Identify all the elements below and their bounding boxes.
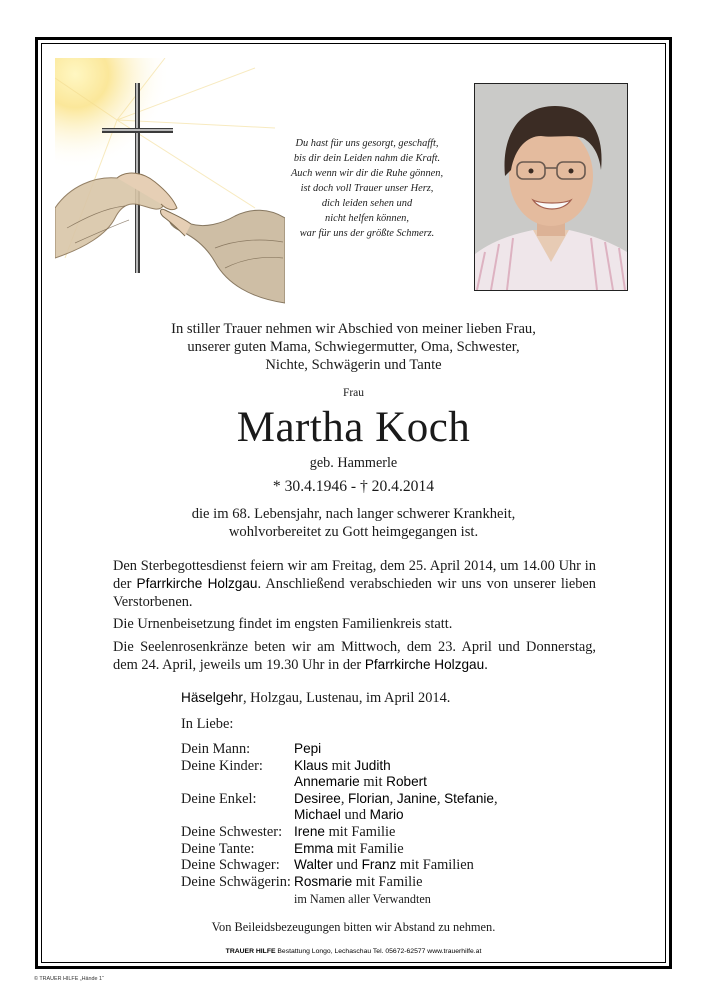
portrait-photo xyxy=(474,83,628,291)
family-connector: und xyxy=(340,807,370,824)
family-member-name: Stefanie xyxy=(444,790,494,806)
family-connector: , xyxy=(389,790,397,807)
service-text: Den Sterbegottesdienst feiern wir am Freitag, dem 25. April 2014, um 14.00 Uhr in der xyxy=(113,558,596,592)
family-member-name: Janine xyxy=(396,790,437,806)
deceased-name: Martha Koch xyxy=(236,404,471,451)
church-name: Pfarrkirche Holzgau xyxy=(364,657,485,672)
poem-line: Du hast für uns gesorgt, geschafft, xyxy=(295,138,439,149)
birth-name: geb. Hammerle xyxy=(309,455,398,471)
life-dates: * 30.4.1946 - † 20.4.2014 xyxy=(272,478,435,495)
service-paragraph xyxy=(113,557,596,611)
relatives-note: im Namen aller Verwandten xyxy=(294,892,431,906)
family-names xyxy=(294,758,391,775)
family-member-name: Pepi xyxy=(294,741,322,756)
family-label: Dein Mann: xyxy=(181,741,251,757)
footer-credit xyxy=(60,948,647,955)
family-connector: , xyxy=(436,790,445,807)
family-label: Deine Schwester: xyxy=(181,823,283,840)
family-member-name: Michael xyxy=(294,807,341,823)
poem-line: Auch wenn wir dir die Ruhe gönnen, xyxy=(290,168,444,179)
rosary-paragraph xyxy=(113,638,596,674)
family-member-name: Franz xyxy=(361,857,397,873)
poem-line: dich leiden sehen und xyxy=(321,198,413,209)
intro-line: Nichte, Schwägerin und Tante xyxy=(265,357,442,373)
family-connector: mit Familie xyxy=(352,873,423,890)
footer-brand: TRAUER HILFE xyxy=(225,948,276,955)
family-member-name: Robert xyxy=(386,774,427,790)
intro-line: unserer guten Mama, Schwiegermutter, Oma, Schwester, xyxy=(187,339,520,355)
family-connector: , xyxy=(493,790,498,807)
family-connector: mit Familie xyxy=(333,840,404,857)
poem-line: bis dir dein Leiden nahm die Kraft. xyxy=(293,153,441,164)
church-name: Pfarrkirche Holzgau xyxy=(136,576,258,591)
family-member-name: Walter xyxy=(294,857,333,873)
family-label: Deine Schwägerin: xyxy=(181,873,291,890)
intro-line: In stiller Trauer nehmen wir Abschied von meiner lieben Frau, xyxy=(171,321,536,337)
family-names xyxy=(294,841,404,858)
family-label: Deine Enkel: xyxy=(181,790,257,807)
family-label: Deine Schwager: xyxy=(181,857,280,874)
poem xyxy=(276,136,458,241)
family-connector: mit Familie xyxy=(324,823,396,840)
footer-text: Bestattung Longo, Lechaschau Tel. 05672-62577 www.trauerhilfe.at xyxy=(275,948,482,955)
in-love: In Liebe: xyxy=(181,716,234,732)
family-connector: und xyxy=(332,857,362,874)
family-names xyxy=(294,741,321,758)
family-connector: mit xyxy=(328,757,355,774)
family-names xyxy=(294,824,395,841)
title-frau: Frau xyxy=(342,387,365,399)
condolence-note: Von Beileidsbezeugungen bitten wir Abstand zu nehmen. xyxy=(211,920,496,934)
family-names xyxy=(294,857,474,874)
intro-text xyxy=(60,320,647,374)
family-member-name: Emma xyxy=(294,840,334,856)
family-label: Deine Tante: xyxy=(181,840,255,857)
family-names xyxy=(294,874,423,891)
family-names xyxy=(294,807,404,824)
family-member-name: Desiree xyxy=(294,790,341,806)
family-connector: mit xyxy=(359,774,387,791)
death-text xyxy=(60,505,647,541)
hands-cross-icon xyxy=(55,58,285,308)
family-member-name: Klaus xyxy=(294,757,329,773)
family-label: Deine Kinder: xyxy=(181,757,263,774)
family-member-name: Annemarie xyxy=(294,774,360,790)
rosary-text: . xyxy=(484,657,488,673)
family-names xyxy=(294,774,427,791)
poem-line: ist doch voll Trauer unser Herz, xyxy=(300,183,434,194)
poem-line: nicht helfen können, xyxy=(325,213,409,224)
family-member-name: Judith xyxy=(354,757,391,773)
rosary-text: Die Seelenrosenkränze beten wir am Mittwoch, dem 23. April und Donnerstag, dem 24. April, jeweils um 19.30 Uhr in der xyxy=(113,639,596,673)
place-town: Häselgehr xyxy=(181,690,243,705)
family-connector: mit Familien xyxy=(396,857,474,874)
family-member-name: Mario xyxy=(369,807,404,823)
copyright-note: © TRAUER HILFE „Hände 1“ xyxy=(34,976,104,982)
poem-line: war für uns der größte Schmerz. xyxy=(299,228,435,239)
family-connector: , xyxy=(340,790,349,807)
family-member-name: Rosmarie xyxy=(294,873,353,889)
death-line: die im 68. Lebensjahr, nach langer schwerer Krankheit, xyxy=(191,506,516,522)
place-rest: , Holzgau, Lustenau, im April 2014. xyxy=(242,690,451,706)
family-member-name: Florian xyxy=(348,790,390,806)
service-text: . Anschließend verabschieden wir uns von unserer lieben Verstorbenen. xyxy=(113,576,596,610)
family-names xyxy=(294,791,498,808)
family-member-name: Irene xyxy=(294,823,325,839)
death-line: wohlvorbereitet zu Gott heimgegangen ist. xyxy=(228,524,479,540)
urn-paragraph: Die Urnenbeisetzung findet im engsten Familienkreis statt. xyxy=(113,616,453,632)
place-date xyxy=(181,690,450,707)
